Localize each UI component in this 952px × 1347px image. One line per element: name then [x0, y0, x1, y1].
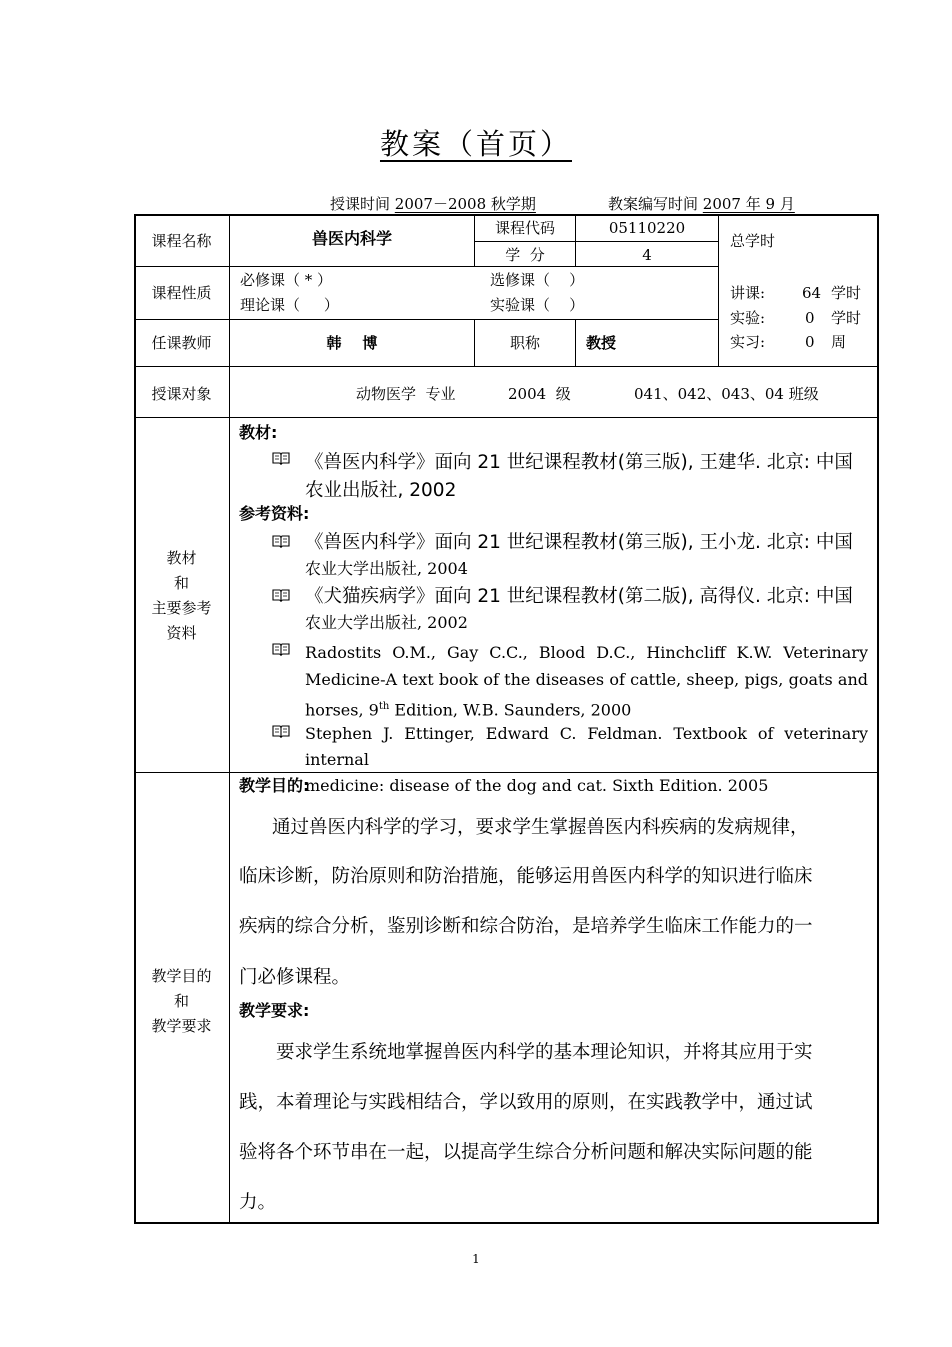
target-major: 动物医学 专业	[356, 385, 456, 403]
book-icon	[272, 588, 290, 602]
course-name-label: 课程名称	[151, 232, 212, 250]
lecture-unit: 学时	[831, 284, 862, 302]
rank-label: 职称	[509, 334, 540, 352]
page-number: 1	[472, 1252, 480, 1266]
reference-1: 《兽医内科学》面向 21 世纪课程教材(第三版), 王小龙. 北京: 中国 农业大学出版社, 2004	[305, 532, 853, 578]
requirements-line: 要求学生系统地掌握兽医内科学的基本理论知识，并将其应用于实	[276, 1042, 813, 1063]
purpose-line: 门必修课程。	[239, 967, 351, 988]
lab-label: 实验:	[730, 309, 766, 327]
book-icon	[272, 724, 290, 738]
reference-4: Stephen J. Ettinger, Edward C. Feldman. Textbook of veterinary internal medicine: disease of the dog and cat. Sixth Edition. 2005	[305, 724, 868, 795]
practice-weeks: 0	[805, 333, 815, 351]
total-hours-label: 总学时	[730, 232, 776, 250]
required-course: 必修课（ * ）	[240, 271, 333, 289]
practice-unit: 周	[831, 333, 847, 351]
lab-hours: 0	[805, 309, 815, 327]
target-classes: 041、042、043、04 班级	[634, 385, 819, 403]
book-icon	[272, 642, 290, 656]
materials-label: 教材 和 主要参考 资料	[151, 549, 212, 642]
purpose-line: 疾病的综合分析，鉴别诊断和综合防治，是培养学生临床工作能力的一	[239, 916, 813, 937]
course-name: 兽医内科学	[311, 229, 392, 248]
teaching-time: 授课时间 2007－2008 秋学期	[330, 195, 536, 213]
credit-label: 学 分	[505, 246, 545, 264]
lecture-hours: 64	[802, 284, 822, 302]
target-grade: 2004 级	[508, 385, 571, 403]
practice-label: 实习:	[730, 333, 766, 351]
teacher-label: 任课教师	[151, 334, 212, 352]
course-code: 05110220	[608, 219, 686, 237]
requirements-line: 力。	[239, 1192, 277, 1213]
course-nature-label: 课程性质	[151, 284, 212, 302]
book-icon	[272, 534, 290, 548]
reference-2: 《犬猫疾病学》面向 21 世纪课程教材(第二版), 高得仪. 北京: 中国 农业大学出版社, 2002	[305, 586, 853, 632]
elective-course: 选修课（ ）	[490, 271, 585, 289]
purpose-line: 临床诊断，防治原则和防治措施，能够运用兽医内科学的知识进行临床	[239, 866, 813, 887]
page-title: 教案（首页）	[379, 127, 572, 161]
course-code-label: 课程代码	[494, 219, 555, 237]
target-label: 授课对象	[151, 385, 212, 403]
purpose-heading: 教学目的:	[239, 776, 310, 795]
lab-unit: 学时	[831, 309, 862, 327]
book-icon	[272, 451, 290, 465]
requirements-line: 践，本着理论与实践相结合，学以致用的原则，在实践教学中，通过试	[239, 1092, 813, 1113]
experiment-course: 实验课（ ）	[490, 296, 585, 314]
objectives-label: 教学目的 和 教学要求	[151, 967, 212, 1035]
requirements-heading: 教学要求:	[239, 1001, 310, 1020]
lecture-label: 讲课:	[730, 284, 766, 302]
textbook-heading: 教材:	[239, 423, 278, 442]
reference-heading: 参考资料:	[239, 504, 310, 523]
textbook-entry: 《兽医内科学》面向 21 世纪课程教材(第三版), 王建华. 北京: 中国 农业出版社, 2002	[305, 452, 853, 501]
course-table	[134, 214, 879, 1224]
reference-3: Radostits O.M., Gay C.C., Blood D.C., Hinchcliff K.W. Veterinary Medicine-A text book of the diseases of cattle, sheep, pigs, goats and horses, 9th Edition, W.B. Saunders, 2000	[305, 643, 868, 720]
written-time: 教案编写时间 2007 年 9 月	[608, 195, 795, 213]
teacher-name: 韩 博	[326, 334, 378, 352]
rank-value: 教授	[586, 334, 617, 352]
theory-course: 理论课（ ）	[240, 296, 339, 314]
credit-value: 4	[642, 246, 652, 264]
purpose-line: 通过兽医内科学的学习，要求学生掌握兽医内科疾病的发病规律，	[272, 817, 809, 838]
requirements-line: 验将各个环节串在一起，以提高学生综合分析问题和解决实际问题的能	[239, 1142, 813, 1163]
